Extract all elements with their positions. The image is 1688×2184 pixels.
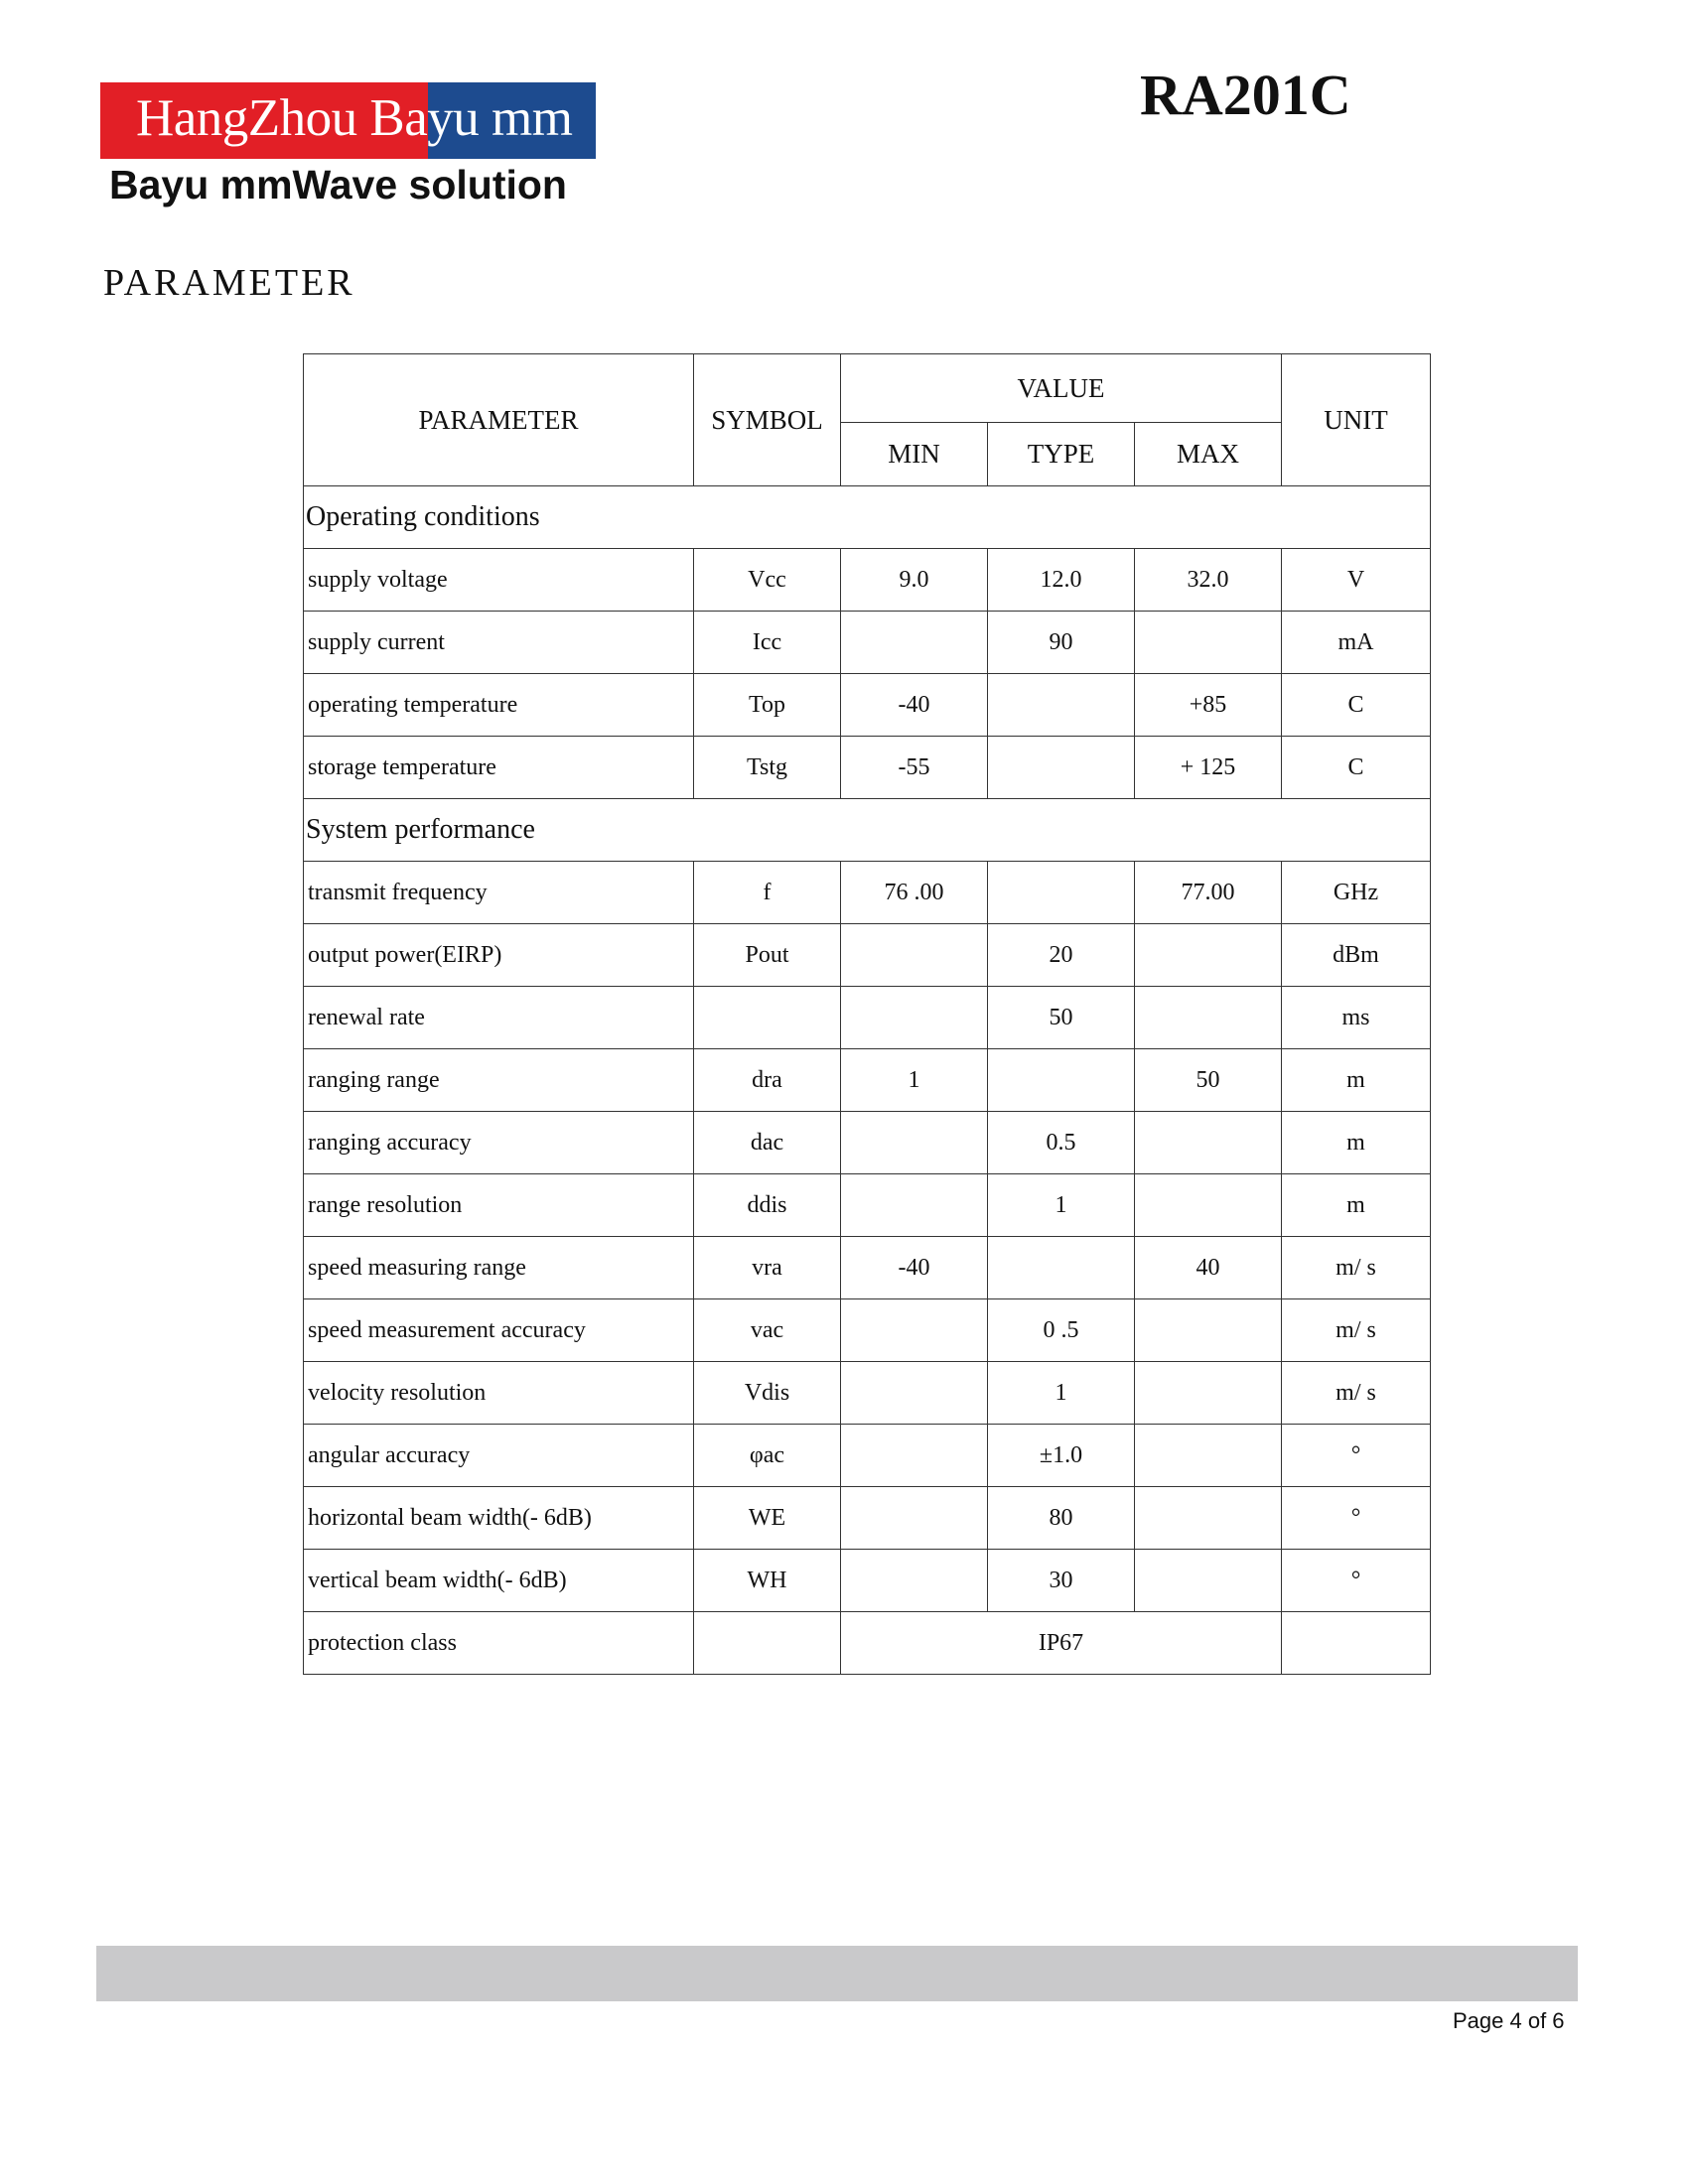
unit-cell: ° (1282, 1550, 1431, 1612)
parameter-cell: vertical beam width(- 6dB) (304, 1550, 694, 1612)
max-cell (1135, 1112, 1282, 1174)
max-cell: 50 (1135, 1049, 1282, 1112)
table-row (304, 1174, 1431, 1237)
max-cell: 77.00 (1135, 862, 1282, 924)
table-row (304, 737, 1431, 799)
header-value: VALUE (841, 354, 1282, 423)
max-cell: + 125 (1135, 737, 1282, 799)
table-row (304, 1049, 1431, 1112)
value-cell: IP67 (841, 1612, 1282, 1675)
group-title: System performance (304, 799, 1431, 862)
min-cell (841, 1362, 988, 1425)
group-row (304, 799, 1431, 862)
max-cell: 40 (1135, 1237, 1282, 1299)
document-title: RA201C (1140, 63, 1351, 127)
min-cell (841, 1550, 988, 1612)
parameter-cell: renewal rate (304, 987, 694, 1049)
section-title: PARAMETER (103, 262, 355, 304)
min-cell (841, 1425, 988, 1487)
type-cell (988, 1237, 1135, 1299)
header-type: TYPE (988, 423, 1135, 486)
unit-cell: ° (1282, 1487, 1431, 1550)
parameter-cell: ranging accuracy (304, 1112, 694, 1174)
symbol-cell (694, 1612, 841, 1675)
min-cell (841, 987, 988, 1049)
group-title: Operating conditions (304, 486, 1431, 549)
header-max: MAX (1135, 423, 1282, 486)
parameter-cell: range resolution (304, 1174, 694, 1237)
header-unit: UNIT (1282, 354, 1431, 486)
unit-cell: m (1282, 1049, 1431, 1112)
type-cell (988, 862, 1135, 924)
min-cell: 76 .00 (841, 862, 988, 924)
symbol-cell: f (694, 862, 841, 924)
type-cell: 80 (988, 1487, 1135, 1550)
table-body (304, 486, 1431, 1675)
symbol-cell: φac (694, 1425, 841, 1487)
max-cell (1135, 1487, 1282, 1550)
footer-bar (96, 1946, 1578, 2001)
unit-cell: m/ s (1282, 1299, 1431, 1362)
symbol-cell: ddis (694, 1174, 841, 1237)
header-symbol: SYMBOL (694, 354, 841, 486)
parameter-table (303, 353, 1431, 1675)
unit-cell: mA (1282, 612, 1431, 674)
symbol-cell (694, 987, 841, 1049)
parameter-cell: velocity resolution (304, 1362, 694, 1425)
symbol-cell: Vcc (694, 549, 841, 612)
min-cell: -40 (841, 1237, 988, 1299)
unit-cell (1282, 1612, 1431, 1675)
type-cell: 12.0 (988, 549, 1135, 612)
symbol-cell: Icc (694, 612, 841, 674)
parameter-cell: ranging range (304, 1049, 694, 1112)
unit-cell: C (1282, 674, 1431, 737)
parameter-cell: transmit frequency (304, 862, 694, 924)
max-cell (1135, 924, 1282, 987)
type-cell (988, 674, 1135, 737)
min-cell (841, 612, 988, 674)
unit-cell: m (1282, 1112, 1431, 1174)
unit-cell: m (1282, 1174, 1431, 1237)
parameter-cell: angular accuracy (304, 1425, 694, 1487)
symbol-cell: Top (694, 674, 841, 737)
type-cell: 50 (988, 987, 1135, 1049)
parameter-cell: speed measuring range (304, 1237, 694, 1299)
table-row (304, 1237, 1431, 1299)
table-row (304, 1425, 1431, 1487)
type-cell (988, 737, 1135, 799)
company-logo (100, 82, 596, 159)
parameter-cell: horizontal beam width(- 6dB) (304, 1487, 694, 1550)
min-cell: 1 (841, 1049, 988, 1112)
unit-cell: m/ s (1282, 1237, 1431, 1299)
logo-text: HangZhou Bayu mm (136, 89, 573, 147)
min-cell (841, 1112, 988, 1174)
unit-cell: m/ s (1282, 1362, 1431, 1425)
max-cell (1135, 1425, 1282, 1487)
unit-cell: dBm (1282, 924, 1431, 987)
symbol-cell: Tstg (694, 737, 841, 799)
header-parameter: PARAMETER (304, 354, 694, 486)
max-cell: +85 (1135, 674, 1282, 737)
min-cell (841, 1299, 988, 1362)
max-cell (1135, 1174, 1282, 1237)
parameter-cell: supply current (304, 612, 694, 674)
parameter-cell: speed measurement accuracy (304, 1299, 694, 1362)
parameter-cell: operating temperature (304, 674, 694, 737)
min-cell (841, 924, 988, 987)
table-row (304, 1487, 1431, 1550)
symbol-cell: dac (694, 1112, 841, 1174)
min-cell (841, 1487, 988, 1550)
max-cell (1135, 1362, 1282, 1425)
group-row (304, 486, 1431, 549)
min-cell: -55 (841, 737, 988, 799)
table-row (304, 924, 1431, 987)
company-tagline: Bayu mmWave solution (109, 162, 567, 207)
parameter-cell: storage temperature (304, 737, 694, 799)
parameter-cell: protection class (304, 1612, 694, 1675)
page-number: Page 4 of 6 (1453, 2008, 1565, 2033)
type-cell: 20 (988, 924, 1135, 987)
type-cell: 0 .5 (988, 1299, 1135, 1362)
type-cell (988, 1049, 1135, 1112)
min-cell: 9.0 (841, 549, 988, 612)
table-row (304, 1299, 1431, 1362)
type-cell: 90 (988, 612, 1135, 674)
max-cell (1135, 987, 1282, 1049)
symbol-cell: Vdis (694, 1362, 841, 1425)
type-cell: ±1.0 (988, 1425, 1135, 1487)
symbol-cell: WH (694, 1550, 841, 1612)
min-cell (841, 1174, 988, 1237)
type-cell: 30 (988, 1550, 1135, 1612)
table-row (304, 987, 1431, 1049)
min-cell: -40 (841, 674, 988, 737)
symbol-cell: vra (694, 1237, 841, 1299)
symbol-cell: Pout (694, 924, 841, 987)
parameter-cell: supply voltage (304, 549, 694, 612)
unit-cell: GHz (1282, 862, 1431, 924)
table-row (304, 862, 1431, 924)
table-row (304, 1612, 1431, 1675)
table-row (304, 612, 1431, 674)
table-row (304, 674, 1431, 737)
table-row (304, 1362, 1431, 1425)
unit-cell: C (1282, 737, 1431, 799)
parameter-cell: output power(EIRP) (304, 924, 694, 987)
table-row (304, 1550, 1431, 1612)
max-cell: 32.0 (1135, 549, 1282, 612)
unit-cell: V (1282, 549, 1431, 612)
header-min: MIN (841, 423, 988, 486)
table-row (304, 1112, 1431, 1174)
unit-cell: ms (1282, 987, 1431, 1049)
symbol-cell: WE (694, 1487, 841, 1550)
table-row (304, 549, 1431, 612)
unit-cell: ° (1282, 1425, 1431, 1487)
type-cell: 1 (988, 1362, 1135, 1425)
max-cell (1135, 612, 1282, 674)
max-cell (1135, 1550, 1282, 1612)
symbol-cell: dra (694, 1049, 841, 1112)
type-cell: 0.5 (988, 1112, 1135, 1174)
max-cell (1135, 1299, 1282, 1362)
symbol-cell: vac (694, 1299, 841, 1362)
type-cell: 1 (988, 1174, 1135, 1237)
